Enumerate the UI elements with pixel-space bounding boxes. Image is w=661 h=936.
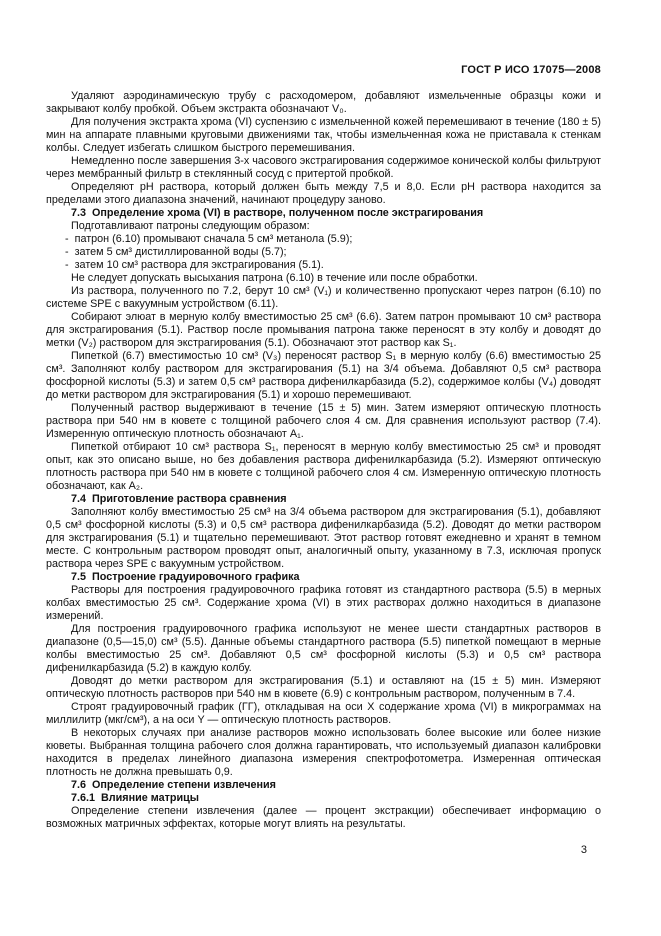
paragraph: Пипеткой отбирают 10 см³ раствора S₁, переносят в мерную колбу вместимостью 25 см³ и проводят опыт, как это описано выше, но без добавления раствора дифенилкарбазида (5.2). Измеряют оптическую плотность раствора при 540 нм в кювете с толщиной рабочего слоя 4 см. Измеренную оптическую плотность обозначают, как A₂. — [46, 441, 601, 492]
section-heading-7-6-1: 7.6.1 Влияние матрицы — [71, 792, 199, 804]
paragraph: Строят градуировочный график (ГГ), откладывая на оси X содержание хрома (VI) в микрограммах на миллилитр (мкг/см³), а на оси Y — оптическую плотность растворов. — [46, 701, 601, 726]
paragraph: Для построения градуировочного графика используют не менее шести стандартных растворов в диапазоне (0,5—15,0) см³ (5.5). Данные объемы стандартного раствора (5.5) пипеткой помещают в мерные колбы вместимостью 25 см³. Добавляют 0,5 см³ фосфорной кислоты (5.3) и 0,5 см³ раствора дифенилкарбазида (5.2) в каждую колбу. — [46, 623, 601, 674]
section-heading-7-3: 7.3 Определение хрома (VI) в растворе, полученном после экстрагирования — [71, 207, 484, 219]
running-header: ГОСТ Р ИСО 17075—2008 — [461, 64, 601, 76]
paragraph: Доводят до метки раствором для экстрагирования (5.1) и оставляют на (15 ± 5) мин. Измеряют оптическую плотность растворов при 540 нм в кювете (6.9) с контрольным раствором, полученным в 7.4. — [46, 675, 601, 700]
paragraph: Из раствора, полученного по 7.2, берут 10 см³ (V₁) и количественно пропускают через патрон (6.10) по системе SPE с вакуумным устройством (6.11). — [46, 285, 601, 310]
paragraph: Определение степени извлечения (далее — процент экстракции) обеспечивает информацию о возможных матричных эффектах, которые могут влиять на результаты. — [46, 805, 601, 830]
paragraph: Удаляют аэродинамическую трубу с расходомером, добавляют измельченные образцы кожи и закрывают колбу пробкой. Объем экстракта обозначают V₀. — [46, 90, 601, 115]
paragraph: Немедленно после завершения 3-х часового экстрагирования содержимое конической колбы фильтруют через мембранный фильтр в стеклянный сосуд с притертой пробкой. — [46, 155, 601, 180]
section-heading-7-5: 7.5 Построение градуировочного графика — [71, 571, 300, 583]
paragraph: Подготавливают патроны следующим образом: — [71, 220, 310, 232]
paragraph: Заполняют колбу вместимостью 25 см³ на 3/4 объема раствором для экстрагирования (5.1), добавляют 0,5 см³ фосфорной кислоты (5.3) и 0,5 см³ раствора дифенилкарбазида (5.2). Доводят до метки раствором для экстрагирования (5.1) и тщательно перемешивают. Этот раствор готовят ежедневно и хранят в темном месте. С контрольным раствором проводят опыт, аналогичный опыту, указанному в 7.3, исключая пропуск раствора через SPE с вакуумным устройством. — [46, 506, 601, 570]
paragraph: Определяют pH раствора, который должен быть между 7,5 и 8,0. Если pH раствора находится за пределами этого диапазона значений, начинают процедуру заново. — [46, 181, 601, 206]
list-item: - затем 5 см³ дистиллированной воды (5.7); — [65, 246, 287, 258]
page-number: 3 — [580, 844, 587, 856]
section-heading-7-4: 7.4 Приготовление раствора сравнения — [71, 493, 287, 505]
paragraph: Для получения экстракта хрома (VI) суспензию с измельченной кожей перемешивают в течение (180 ± 5) мин на аппарате плавными круговыми движениями так, чтобы измельченная кожа не приставала к стенкам колбы. Следует избегать слишком быстрого перемешивания. — [46, 116, 601, 154]
document-body — [46, 90, 601, 831]
paragraph: Собирают элюат в мерную колбу вместимостью 25 см³ (6.6). Затем патрон промывают 10 см³ раствора для экстрагирования (5.1). Раствор после промывания патрона также переносят в эту колбу и доводят до метки (V₂) раствором для экстрагирования (5.1). Обозначают этот раствор как S₁. — [46, 311, 601, 349]
paragraph: Пипеткой (6.7) вместимостью 10 см³ (V₃) переносят раствор S₁ в мерную колбу (6.6) вместимостью 25 см³. Заполняют колбу раствором для экстрагирования (5.1) на 3/4 объема. Добавляют 0,5 см³ раствора фосфорной кислоты (5.3) и затем 0,5 см³ раствора дифенилкарбазида (5.2), содержимое колбы (V₄) доводят до метки раствором для экстрагирования (5.1) и хорошо перемешивают. — [46, 350, 601, 401]
list-item: - патрон (6.10) промывают сначала 5 см³ метанола (5.9); — [65, 233, 353, 245]
list-item: - затем 10 см³ раствора для экстрагирования (5.1). — [65, 259, 324, 271]
paragraph: Не следует допускать высыхания патрона (6.10) в течение или после обработки. — [71, 272, 478, 284]
section-heading-7-6: 7.6 Определение степени извлечения — [71, 779, 276, 791]
paragraph: В некоторых случаях при анализе растворов можно использовать более высокие или более низкие кюветы. Выбранная толщина рабочего слоя должна гарантировать, что используемый диапазон калибровки находится в пределах линейного диапазона измерения спектрофотометра. Измеренная оптическая плотность не должна превышать 0,9. — [46, 727, 601, 778]
paragraph: Растворы для построения градуировочного графика готовят из стандартного раствора (5.5) в мерных колбах вместимостью 25 см³. Содержание хрома (VI) в этих растворах должно находиться в диапазоне измерений. — [46, 584, 601, 622]
paragraph: Полученный раствор выдерживают в течение (15 ± 5) мин. Затем измеряют оптическую плотность раствора при 540 нм в кювете с толщиной рабочего слоя 4 см. Для сравнения используют раствор (7.4). Измеренную оптическую плотность обозначают A₁. — [46, 402, 601, 440]
